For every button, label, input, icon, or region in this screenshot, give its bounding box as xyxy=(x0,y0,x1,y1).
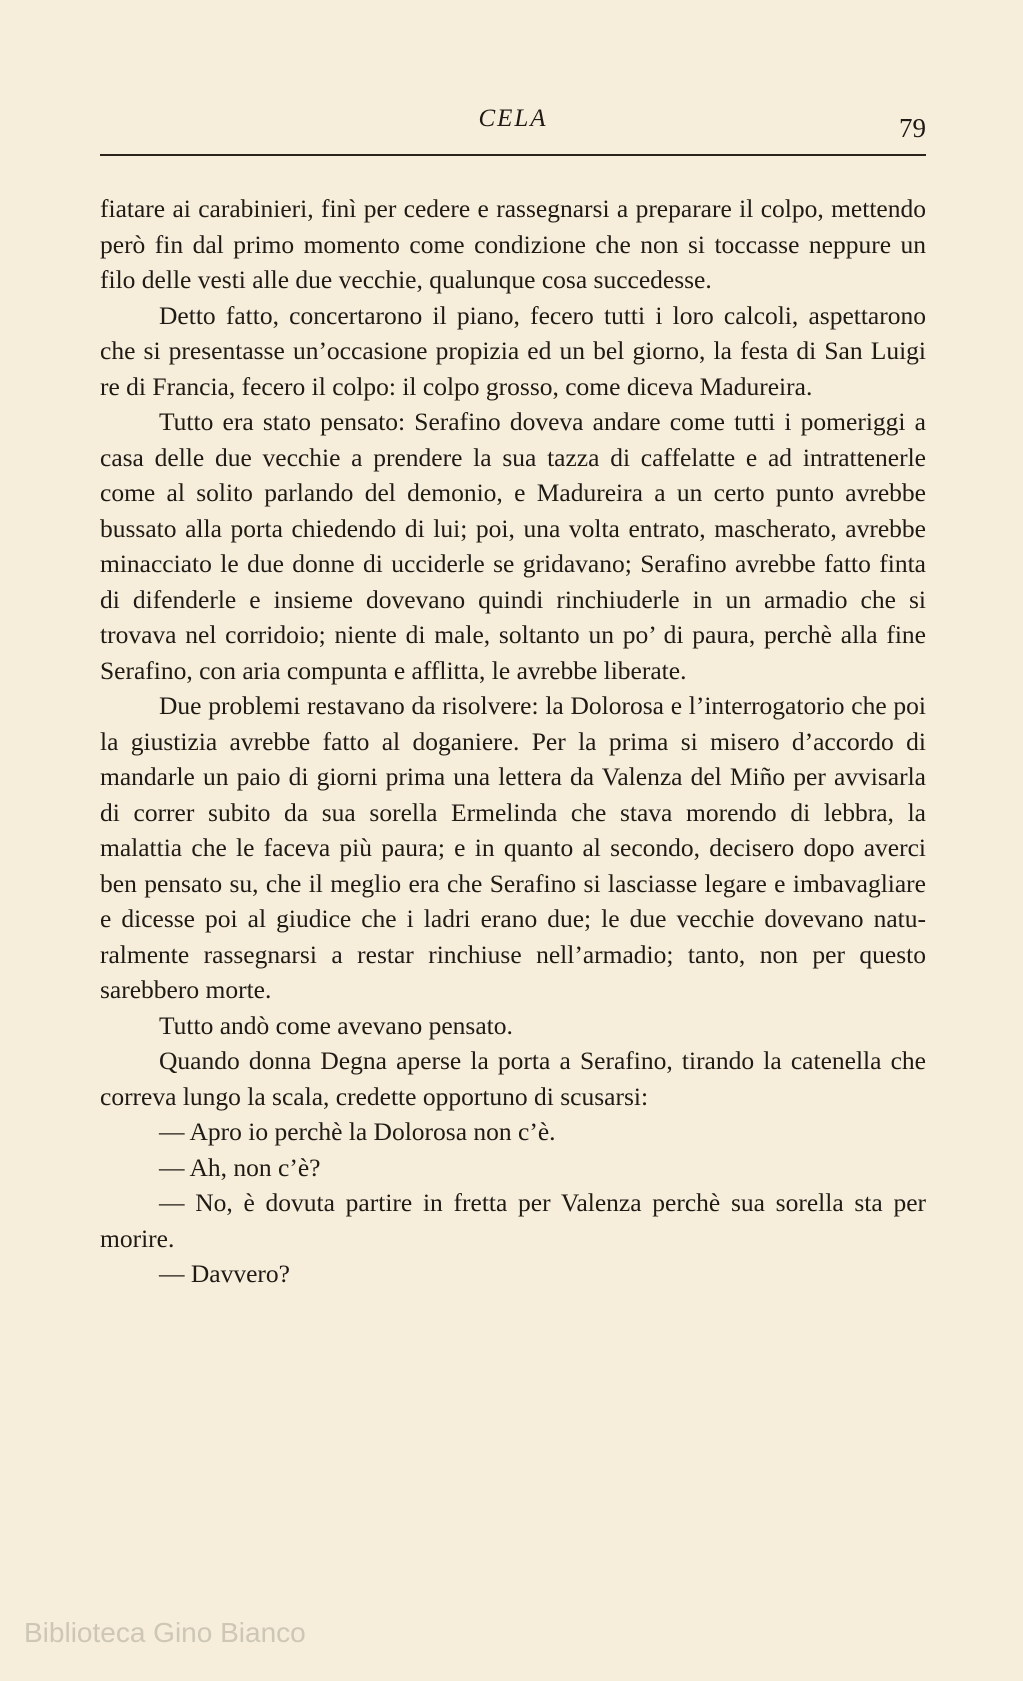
running-title: CELA xyxy=(478,105,548,132)
library-watermark: Biblioteca Gino Bianco xyxy=(24,1617,306,1648)
paragraph: Due problemi restavano da risolvere: la Dolorosa e l’interrogatorio che poi la giustizia avrebbe fatto al doganiere. Per la prima si misero d’accordo di mandarle un paio di giorni prima una lettera da Valenza del Miño per avvisarla di correr subito da sua sorella Ermelinda che stava morendo di lebbra, la malattia che le faceva più paura; e in quanto al secondo, decisero dopo averci ben pensato su, che il meglio era che Serafino si lasciasse legare e imbavagliare e dicesse poi al giudice che i ladri erano due; le due vecchie dovevano naturalmente rassegnarsi a restar rinchiuse nell’armadio; tanto, non per questo sarebbero morte. xyxy=(100,691,926,1004)
dialogue-line: — Ah, non c’è? xyxy=(159,1152,321,1182)
header-rule xyxy=(100,154,926,156)
dialogue-line: — Davvero? xyxy=(159,1259,290,1288)
paragraph: fiatare ai carabinieri, finì per cedere e rassegnarsi a preparare il colpo, mettendo però fin dal primo momento come condizione che non si toccasse neppure un filo delle vesti alle due vecchie, qualunque cosa succedesse. xyxy=(100,194,926,294)
paragraph: Tutto andò come avevano pensato. xyxy=(159,1010,513,1040)
dialogue-line: — No, è dovuta partire in fretta per Valenza perchè sua sorella sta per morire. xyxy=(100,1188,926,1253)
paragraph: Tutto era stato pensato: Serafino doveva andare come tutti i pomeriggi a casa delle due vecchie a prendere la sua tazza di caffelatte e ad intrattenerle come al solito parlando del demonio, e Madureira a un certo punto avrebbe bussato alla porta chiedendo di lui; poi, una volta entrato, mascherato, avrebbe minacciato le due donne di ucciderle se gridavano; Serafino avrebbe fatto finta di difenderle e insieme dovevano quindi rinchiuderle in un armadio che si trovava nel corridoio; niente di male, soltanto un po’ di paura, perchè alla fine Serafino, con aria compunta e afflitta, le avrebbe liberate. xyxy=(100,407,926,685)
dialogue-line: — Apro io perchè la Dolorosa non c’è. xyxy=(159,1117,556,1146)
page-header xyxy=(100,103,926,153)
paragraph: Detto fatto, concertarono il piano, fecero tutti i loro calcoli, aspettarono che si presentasse un’occasione propizia ed un bel giorno, la festa di San Luigi re di Francia, fecero il colpo: il colpo grosso, come diceva Madureira. xyxy=(100,300,926,401)
body-text xyxy=(100,191,926,1292)
page-number: 79 xyxy=(899,113,926,143)
paragraph: Quando donna Degna aperse la porta a Serafino, tirando la catenella che correva lungo la scala, credette opportuno di scusarsi: xyxy=(100,1046,926,1111)
